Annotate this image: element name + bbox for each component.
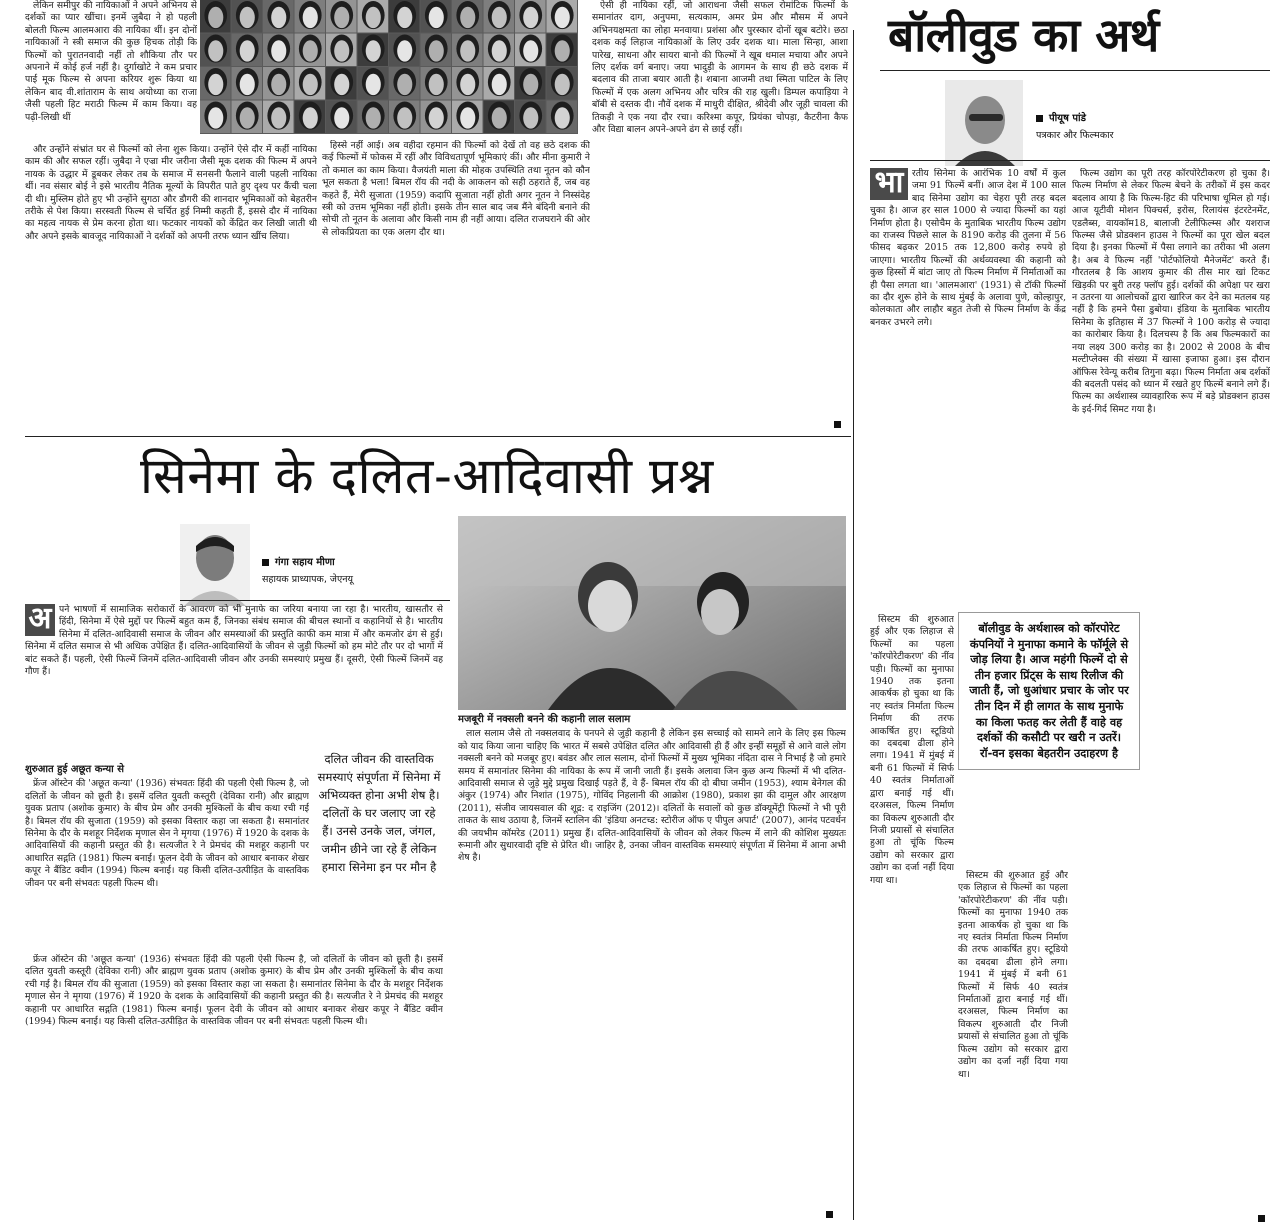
portrait-tile xyxy=(547,34,578,67)
portrait-tile xyxy=(484,67,515,100)
dalit-headline: सिनेमा के दलित-आदिवासी प्रश्न xyxy=(140,447,714,505)
portrait-tile xyxy=(200,0,231,33)
portrait-tile xyxy=(389,34,420,67)
portrait-tile xyxy=(358,34,389,67)
portrait-tile xyxy=(421,34,452,67)
portrait-tile xyxy=(484,0,515,33)
portrait-tile xyxy=(263,67,294,100)
dalit-col-a-bottom: फ्रेंज ऑस्टेन की 'अछूत कन्या' (1936) संभवतः हिंदी की पहली ऐसी फिल्म है, जो दलितों के जीवन को छूती है। इसमें दलित युवती कस्तूरी (देविका रानी) और ब्राह्मण युवक प्रताप (अशोक कुमार) के बीच प्रेम और उनकी मुश्किलों के बीच कथा रची गई है। बिमल रॉय की सुजाता (1959) को इसका विस्तार कहा जा सकता है। समानांतर सिनेमा के दौर के मशहूर निर्देशक मृणाल सेन ने मृगया (1976) में 1920 के दशक के आदिवासियों की कहानी प्रस्तुत की है। सत्यजीत रे ने प्रेमचंद की मशहूर कहानी पर आधारित सद्गति (1981) फिल्म बनाई। फूलन देवी के जीवन को आधार बनाकर शेखर कपूर ने बैंडिट क्वीन (1994) फिल्म बनाई। यह किसी दलित-उत्पीड़ित के वास्तविक जीवन पर बनी संभवतः पहली फिल्म थी। xyxy=(25,954,443,1028)
dalit-pull-quote: दलित जीवन की वास्तविक समस्याएं संपूर्णता में सिनेमा में अभिव्यक्त होना अभी शेष है। दलितों के घर जलाए जा रहे हैं। उनसे उनके जल, जंगल, जमीन छीने जा रहे हैं लेकिन हमारा सिनेमा इन पर मौन है xyxy=(317,752,441,874)
dalit-col-b: मजबूरी में नक्सली बनने की कहानी लाल सलाम लाल सलाम जैसे तो नक्सलवाद के पनपने से जुड़ी कहानी है लेकिन इस सच्चाई को सामने लाने के लिए इस फिल्म को याद किया जाना चाहिए कि भारत में सबसे उपेक्षित दलित और आदिवासी ही हैं और इन्हीं समूहों से आने वाले लोग नक्सली बनने को मजबूर हुए। बवंडर और लाल सलाम, दोनों फिल्मों में मुख्य भूमिका नंदिता दास ने निभाई है जो हमारे समय में समानांतर सिनेमा की नायिका के रूप में जानी जाती हैं। इसके अलावा जिन कुछ अन्य फिल्मों में भी दलित-आदिवासी समाज से जुड़े मुद्दे प्रमुख दिखाई पड़ते हैं, वे हैं- बिमल रॉय की दो बीघा जमीन (1953), श्याम बेनेगल की अंकुर (1974) और निशांत (1975), गोविंद निहलानी की आक्रोश (1980), प्रकाश झा की दामुल और आरक्षण (2011), संजीव जायसवाल की शूद्र: द राइजिंग (2012)। दलितों के सवालों को कुछ डॉक्यूमेंट्री फिल्मों ने भी पूरी ताकत के साथ उठाया है, जिनमें स्टालिन की 'इंडिया अनटच्ड: स्टोरीज ऑफ ए पीपुल अपार्ट' (2007), आनंद पटवर्धन की जयभीम कॉमरेड (2011) प्रमुख हैं। दलित-आदिवासियों के जीवन को लेकर फिल्म में लाने की कोशिश मुख्यतः रूमानी और सुधारवादी दृष्टि से प्रेरित थी। जाहिर है, उनका जीवन वास्तविक समस्याएं संपूर्णता में सिनेमा में आना अभी शेष है। xyxy=(458,714,846,864)
dalit-author-role: सहायक प्राध्यापक, जेएनयू xyxy=(262,574,353,585)
dalit-col-a: अ पने भाषणों में सामाजिक सरोकारों के आवरण को भी मुनाफे का जरिया बनाया जा रहा है। भारतीय, खासतौर से हिंदी, सिनेमा में ऐसे मुद्दों पर फिल्में बहुत कम हैं, जिनका संबंध समाज की बीचल स्थानों व कहानियों से है। भारतीय सिनेमा में दलित-आदिवासी समाज के जीवन और समस्याओं की प्रस्तुति काफी कम मात्रा में और कमजोर ढंग से हुई। सिनेमा में दलित समाज से भी अधिक उपेक्षित हैं। दलित-आदिवासियों के जीवन से जुड़ी फिल्मों को हम मोटे तौर पर दो भागों में बांट सकते हैं। पहली, ऐसी फिल्में जिनमें दलित-आदिवासी जीवन और उनकी समस्याएं प्रमुख हैं। दूसरी, ऐसी फिल्में जिनमें वह गौण हैं। xyxy=(25,604,443,678)
dalit-subhead: शुरुआत हुई अछूत कन्या से xyxy=(25,764,124,775)
portrait-tile xyxy=(515,34,546,67)
dalit-byline xyxy=(262,554,353,585)
portrait-tile xyxy=(358,101,389,134)
portrait-tile xyxy=(232,67,263,100)
portrait-tile xyxy=(263,34,294,67)
author-name: पीयूष पांडे xyxy=(1049,113,1086,124)
portrait-tile xyxy=(232,101,263,134)
portrait-tile xyxy=(547,101,578,134)
end-marker xyxy=(834,421,841,428)
end-marker xyxy=(1258,1215,1265,1222)
photo-caption: मजबूरी में नक्सली बनने की कहानी लाल सलाम xyxy=(458,714,631,725)
portrait-tile xyxy=(358,0,389,33)
author-photo xyxy=(945,80,1023,166)
portrait-tile xyxy=(547,67,578,100)
portrait-tile xyxy=(452,0,483,33)
portrait-tile xyxy=(389,67,420,100)
bollywood-col-b: फिल्म उद्योग का पूरी तरह कॉरपोरेटीकरण हो चुका है। फिल्म निर्माण से लेकर फिल्म बेचने के तरीकों में इस कदर बदलाव आया है कि फिल्म-हिट की परिभाषा धूमिल हो गई। आज यूटीवी मोशन पिक्चर्स, इरोस, रिलायंस इंटरटेनमेंट, एडलैब्स, वायकॉम18, बालाजी टेलीफिल्म्स और यशराज फिल्म्स जैसे प्रोडक्शन हाउस ने फिल्मों का पूरा खेल बदल दिया है। इनका फिल्मों में पैसा लगाने का तरीका भी अलग है। अब वे फिल्म नहीं 'पोर्टफोलियो मैनेजमेंट' करते हैं। गौरतलब है कि आशय कुमार की तीस मार खां टिकट खिड़की पर बुरी तरह फ्लॉप हुई। दर्शकों की अपेक्षा पर खरा न उतरना या आलोचकों द्वारा खारिज कर देने का मतलब यह नहीं है कि हमने पैसा डुबोया। इंडिया के मुताबिक भारतीय सिनेमा के इतिहास में 37 फिल्मों ने 100 करोड़ से ज्यादा का कारोबार किया है। दिलचस्प है कि अब फिल्मकारों का नया लक्ष्य 300 करोड़ का है। 2002 से 2008 के बीच मल्टीप्लेक्स की संख्या में खासा इजाफा हुआ। इस दौरान ऑफिस रेवेन्यू करीब तिगुना बढ़ा। फिल्म निर्माता अब दर्शकों की बदलती पसंद को ध्यान में रखते हुए फिल्में बनाने लगे हैं। फिल्म का अर्थशास्त्र व्यावहारिक रूप में बड़े प्रोडक्शन हाउस के इर्द-गिर्द सिमट गया है। xyxy=(1072,168,1270,415)
portrait-tile xyxy=(389,101,420,134)
dalit-author-photo xyxy=(180,524,250,606)
portrait-tile xyxy=(326,0,357,33)
portrait-tile xyxy=(452,101,483,134)
portrait-tile xyxy=(295,101,326,134)
author-portrait-image xyxy=(945,80,1023,166)
portrait-tile xyxy=(421,67,452,100)
portrait-tile xyxy=(326,34,357,67)
bollywood-headline: बॉलीवुड का अर्थ xyxy=(888,8,1159,62)
portrait-tile xyxy=(295,67,326,100)
portrait-tile xyxy=(232,0,263,33)
portrait-tile xyxy=(200,67,231,100)
portrait-tile xyxy=(295,34,326,67)
bollywood-pull-quote: बॉलीवुड के अर्थशास्त्र को कॉरपोरेट कंपनियों ने मुनाफा कमाने के फॉर्मूले से जोड़ लिया है। आज महंगी फिल्में दो से तीन हजार प्रिंट्स के साथ रिलीज की जाती हैं, जो धुआंधार प्रचार के जोर पर तीन दिन में ही लागत के साथ मुनाफे का किला फतह कर लेती हैं वाहे वह दर्शकों की कसौटी पर खरी न उतरें। रॉ-वन इसका बेहतरीन उदाहरण है xyxy=(958,612,1140,770)
portrait-tile xyxy=(452,34,483,67)
actress-mosaic-photo xyxy=(200,0,578,134)
actress-mosaic-image xyxy=(200,0,578,134)
portrait-tile xyxy=(484,34,515,67)
portrait-tile xyxy=(200,101,231,134)
bollywood-col-a-bottom: सिस्टम की शुरुआत हुई और एक लिहाज से फिल्मों का पहला 'कॉरपोरेटीकरण' की नींव पड़ी। फिल्मों का मुनाफा 1940 तक इतना आकर्षक हो चुका था कि नए स्वतंत्र निर्माता फिल्म निर्माण की तरफ आकर्षित हुए। स्टूडियो का दबदबा ढीला होने लगा। 1941 में मुंबई में बनी 61 फिल्मों में सिर्फ 40 स्वतंत्र निर्माताओं द्वारा बनाई गई थीं। दरअसल, फिल्म निर्माण का विकल्प शुरुआती दौर निजी प्रयासों से संचालित हुआ तो चूंकि फिल्म उद्योग को सरकार द्वारा उद्योग का दर्जा नहीं दिया गया था। xyxy=(958,870,1068,1080)
lal-salaam-film-still xyxy=(458,516,846,710)
portrait-tile xyxy=(326,67,357,100)
portrait-tile xyxy=(389,0,420,33)
headline-rule xyxy=(880,70,1270,71)
portrait-tile xyxy=(326,101,357,134)
dalit-col-a-lower: शुरुआत हुई अछूत कन्या से फ्रेंज ऑस्टेन की 'अछूत कन्या' (1936) संभवतः हिंदी की पहली ऐसी फिल्म है, जो दलितों के जीवन को छूती है। इसमें दलित युवती कस्तूरी (देविका रानी) और ब्राह्मण युवक प्रताप (अशोक कुमार) के बीच प्रेम और उनकी मुश्किलों के बीच कथा रची गई है। बिमल रॉय की सुजाता (1959) को इसका विस्तार कहा जा सकता है। समानांतर सिनेमा के दौर के मशहूर निर्देशक मृणाल सेन ने मृगया (1976) में 1920 के दशक के आदिवासियों की कहानी प्रस्तुत की है। सत्यजीत रे ने प्रेमचंद की मशहूर कहानी पर आधारित सद्गति (1981) फिल्म बनाई। फूलन देवी के जीवन को आधार बनाकर शेखर कपूर ने बैंडिट क्वीन (1994) फिल्म बनाई। यह किसी दलित-उत्पीड़ित के वास्तविक जीवन पर बनी संभवतः पहली फिल्म थी। xyxy=(25,764,309,889)
portrait-tile xyxy=(515,67,546,100)
portrait-tile xyxy=(452,67,483,100)
author-role: पत्रकार और फिल्मकार xyxy=(1036,130,1114,141)
byline-rule xyxy=(870,160,1270,161)
top-article-col-d: ऐसी ही नायिका रहीं, जो आराधना जैसी सफल रोमांटिक फिल्मों के समानांतर दाग, अनुपमा, सत्यकाम, अमर प्रेम और मौसम में अपने अभिनयक्षमता का लोहा मनवाया। प्रशंसा और पुरस्कार दोनों खूब बटोरे। छठा दशक कई लिहाज नायिकाओं के लिए उर्वर दशक था। माला सिन्हा, आशा पारेख, साधना और सायरा बानो की फिल्मों ने खूब धमाल मचाया और अपने लिए दर्शक वर्ग बनाए। जया भादुड़ी के आगमन के साथ ही छठे दशक में बदलाव की ताजा बयार आती है। शबाना आजमी तथा स्मिता पाटिल के लिए फिल्मों में एक अलग अभिनय और चरित्र की राह खुली। डिम्पल कपाड़िया ने बॉबी से दस्तक दी। नौवें दशक में माधुरी दीक्षित, श्रीदेवी और जूही चावला की तिकड़ी ने एक नया दौर रचा। करिश्मा कपूर, प्रियंका चोपड़ा, कैटरीना कैफ और विद्या बालन अपने-अपने ढंग से छाई रहीं। xyxy=(592,0,848,136)
portrait-tile xyxy=(421,0,452,33)
square-bullet-icon xyxy=(1036,115,1043,122)
bollywood-byline xyxy=(1036,110,1114,141)
film-still-image xyxy=(458,516,846,710)
section-divider xyxy=(25,436,851,437)
portrait-tile xyxy=(232,34,263,67)
column-divider xyxy=(853,30,854,1220)
portrait-tile xyxy=(421,101,452,134)
portrait-tile xyxy=(547,0,578,33)
square-bullet-icon xyxy=(262,559,269,566)
portrait-tile xyxy=(295,0,326,33)
portrait-tile xyxy=(515,0,546,33)
bollywood-col-a: भा रतीय सिनेमा के आरंभिक 10 वर्षों में कुल जमा 91 फिल्में बनीं। आज देश में 100 साल बाद सिनेमा उद्योग का चेहरा पूरी तरह बदल चुका है। आज हर साल 1000 से ज्यादा फिल्मों का यहां निर्माण होता है। एसोचैम के मुताबिक भारतीय फिल्म उद्योग का राजस्व पिछले साल के 8190 करोड़ की तुलना में 56 फीसद बढ़कर 2015 तक 12,800 करोड़ रुपये हो जाएगा। भारतीय फिल्मों की अर्थव्यवस्था की कहानी को कुछ हिस्सों में बांटा जाए तो फिल्म निर्माण में निर्माताओं का ही पैसा लगता था। 'आलमआरा' (1931) से टॉकी फिल्मों का दौर शुरू होने के साथ मुंबई के अलावा पुणे, कोल्हापुर, कोलकाता और लाहौर बहुत तेजी से फिल्म निर्माण के केंद्र बनकर उभरने लगे। xyxy=(870,168,1066,328)
portrait-tile xyxy=(515,101,546,134)
top-article-col-c: हिस्से नहीं आई। अब वहीदा रहमान की फिल्मों को देखें तो वह छठे दशक की कई फिल्मों में फोकस में रहीं और विविधतापूर्ण भूमिकाएं कीं। और मीना कुमारी ने तो कमाल का काम किया। वैजयंती माला की मोहक उपस्थिति तथा नूतन को कौन भूल सकता है भला! बिमल रॉय की नदी के आकलन को सही ठहराते हैं, जब वह कहते हैं, मेरी सुजाता (1959) कदापि सुजाता नहीं होती अगर नूतन ने निस्संदेह स्त्री को उत्तम भूमिका नहीं होती। इसके तीन साल बाद जब मैंने बंदिनी बनाने की सोची तो नूतन के अलावा और किसी नाम ही नहीं आया। दलित राजघराने की ओर से लोकप्रियता का एक अलग दौर था। xyxy=(322,140,590,238)
dalit-dropcap: अ xyxy=(25,604,55,636)
bollywood-col-a-lower: सिस्टम की शुरुआत हुई और एक लिहाज से फिल्मों का पहला 'कॉरपोरेटीकरण' की नींव पड़ी। फिल्मों का मुनाफा 1940 तक इतना आकर्षक हो चुका था कि नए स्वतंत्र निर्माता फिल्म निर्माण की तरफ आकर्षित हुए। स्टूडियो का दबदबा ढीला होने लगा। 1941 में मुंबई में बनी 61 फिल्मों में सिर्फ 40 स्वतंत्र निर्माताओं द्वारा बनाई गई थीं। दरअसल, फिल्म निर्माण का विकल्प शुरुआती दौर निजी प्रयासों से संचालित हुआ तो चूंकि फिल्म उद्योग को सरकार द्वारा उद्योग का दर्जा नहीं दिया गया था। xyxy=(870,614,954,886)
top-article-col-b: और उन्होंने संभ्रांत घर से फिल्मों को लेना शुरू किया। उन्होंने ऐसे दौर में कहीं नायिका काम की और सफल रहीं। जुबैदा ने एज्रा मीर जरीना जैसी मूक दशक की फिल्म में अपने नायक के उद्धार में डूबकर लेकर तब के समाज में सनसनी फैलाने वाली पहली नायिका थीं। नव संसार बोई ने इसे भारतीय नैतिक मूल्यों के विपरीत पाते हुए दृश्य पर कैंची चला दी थी। मुस्लिम होते हुए भी उन्होंने सुगठा और डौगरी की शानदार भूमिकाओं को बेहतरीन तरीके से पेश किया। सरस्वती फिल्म से चर्चित हुई निम्मी कहती हैं, इससे दौर में नायिका का महत्व नायक से प्रेम करना होता था। फटकार नायकों को केंद्रित कर लिखी जाती थी और अपने इसके बावजूद नायिकाओं ने दर्शकों को अपनी तरफ ध्यान खींच लिया। xyxy=(25,144,317,242)
bollywood-dropcap: भा xyxy=(870,168,908,200)
dalit-author-portrait-image xyxy=(180,524,250,606)
portrait-tile xyxy=(358,67,389,100)
end-marker xyxy=(826,1211,833,1218)
portrait-tile xyxy=(484,101,515,134)
portrait-tile xyxy=(200,34,231,67)
portrait-tile xyxy=(263,101,294,134)
portrait-tile xyxy=(263,0,294,33)
dalit-author-name: गंगा सहाय मीणा xyxy=(275,557,335,568)
byline-rule xyxy=(180,600,450,601)
top-article-col-a: लेकिन समीपुर की नायिकाओं ने अपने अभिनय से दर्शकों का प्यार खींचा। इनमें जुबैदा ने हो पहली बोलती फिल्म आलमआरा की नायिका थीं। इन दोनों नायिकाओं ने स्त्री समाज की कुछ हिचक तोड़ी कि फिल्मों को पुरातनवादी नहीं तो शौकिया तौर पर अपनाने में कोई हर्ज नहीं है। दुर्गाखोटे ने कम प्रचार पाई मूक फिल्म से अपना करियर शुरू किया था लेकिन बाद वी.शांताराम के साथ अयोध्या का राजा जैसी पहली हिट मराठी फिल्म में काम किया। वह पढ़ी-लिखी थीं xyxy=(25,0,197,123)
